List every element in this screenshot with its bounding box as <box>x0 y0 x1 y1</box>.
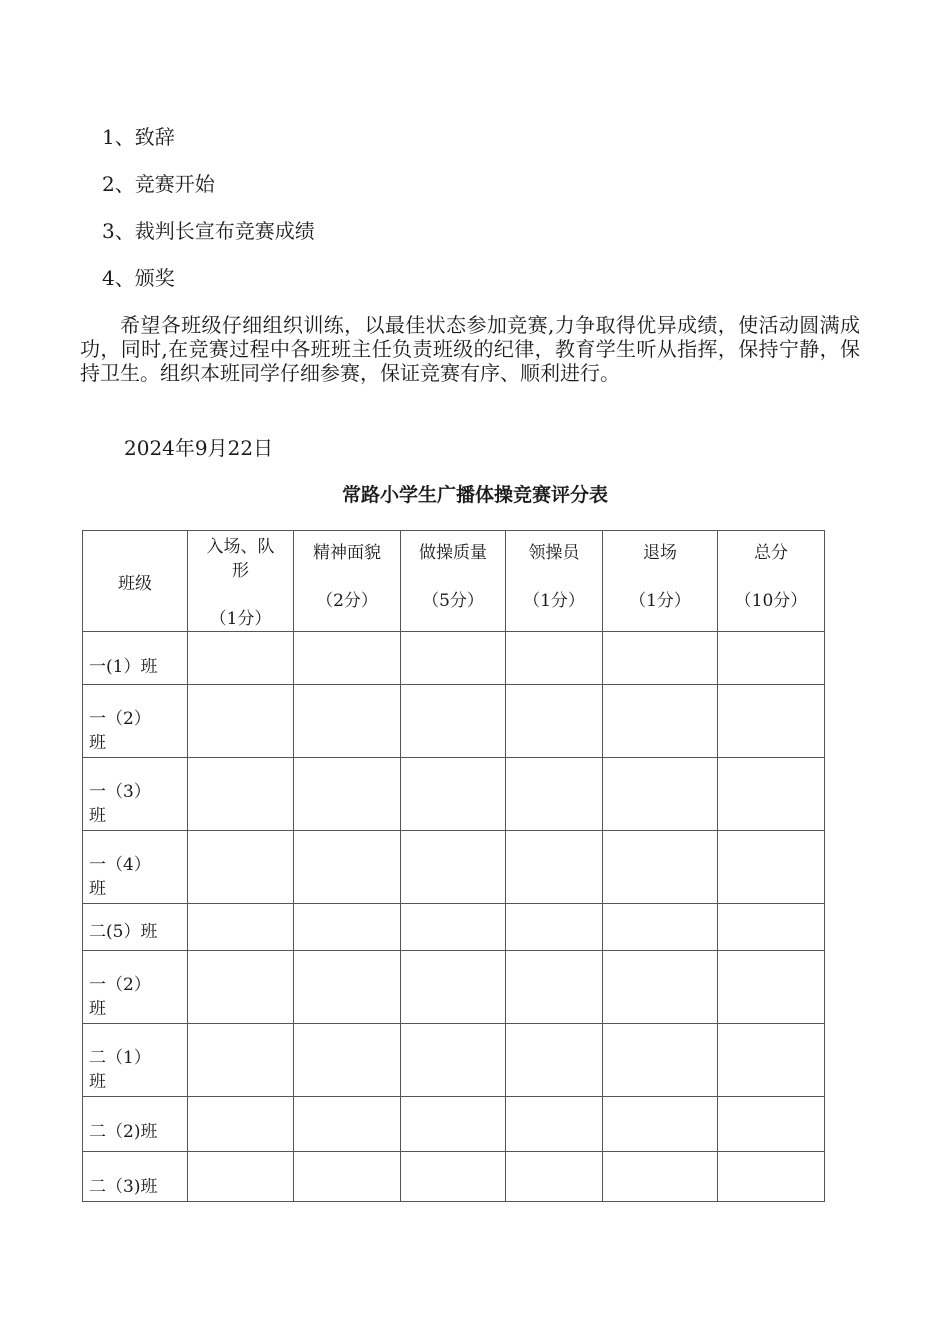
table-row <box>83 1024 825 1097</box>
header-cell-quality <box>401 531 506 632</box>
score-cell[interactable] <box>188 904 294 951</box>
score-cell[interactable] <box>506 758 603 831</box>
score-cell[interactable] <box>603 904 718 951</box>
class-name-cell: 一(1）班 <box>83 632 188 685</box>
score-cell[interactable] <box>188 1152 294 1202</box>
score-cell[interactable] <box>401 758 506 831</box>
score-cell[interactable] <box>401 632 506 685</box>
table-title: 常路小学生广播体操竞赛评分表 <box>341 484 608 506</box>
score-cell[interactable] <box>603 632 718 685</box>
score-cell[interactable] <box>294 685 401 758</box>
score-cell[interactable] <box>401 1097 506 1152</box>
score-cell[interactable] <box>603 1024 718 1097</box>
class-name-cell: 二（3)班 <box>83 1152 188 1202</box>
score-cell[interactable] <box>718 632 825 685</box>
class-name-cell: 二（2)班 <box>83 1097 188 1152</box>
header-points: （5分） <box>422 591 484 611</box>
score-cell[interactable] <box>718 1097 825 1152</box>
score-cell[interactable] <box>401 685 506 758</box>
header-cell-leader <box>506 531 603 632</box>
score-cell[interactable] <box>506 904 603 951</box>
score-cell[interactable] <box>603 1152 718 1202</box>
header-cell-spirit <box>294 531 401 632</box>
header-cell-class <box>83 531 188 632</box>
header-cell-total <box>718 531 825 632</box>
score-cell[interactable] <box>718 904 825 951</box>
table-row <box>83 1097 825 1152</box>
table-header-row <box>83 531 825 632</box>
header-label: 总分 <box>754 543 788 563</box>
table-row <box>83 632 825 685</box>
class-name-cell: 二(5）班 <box>83 904 188 951</box>
score-cell[interactable] <box>401 1152 506 1202</box>
score-cell[interactable] <box>603 758 718 831</box>
agenda-item-1: 1、致辞 <box>102 125 175 149</box>
class-name-cell: 二（1）班 <box>83 1024 188 1097</box>
table-row <box>83 951 825 1024</box>
score-cell[interactable] <box>718 1024 825 1097</box>
score-cell[interactable] <box>294 758 401 831</box>
score-cell[interactable] <box>718 1152 825 1202</box>
score-cell[interactable] <box>718 685 825 758</box>
table-row <box>83 904 825 951</box>
table-row <box>83 758 825 831</box>
date-line: 2024年9月22日 <box>124 436 274 460</box>
header-points: （1分） <box>629 591 691 611</box>
agenda-item-2: 2、竞赛开始 <box>102 172 215 196</box>
header-label: 退场 <box>643 543 677 563</box>
header-cell-entry <box>188 531 294 632</box>
score-cell[interactable] <box>506 1152 603 1202</box>
score-cell[interactable] <box>294 904 401 951</box>
header-label: 精神面貌 <box>313 543 381 563</box>
agenda-item-3: 3、裁判长宣布竞赛成绩 <box>102 219 315 243</box>
score-cell[interactable] <box>603 1097 718 1152</box>
table-row <box>83 1152 825 1202</box>
notice-paragraph: 希望各班级仔细组织训练，以最佳状态参加竞赛,力争取得优异成绩，使活动圆满成功，同时,在竞赛过程中各班班主任负责班级的纪律，教育学生听从指挥，保持宁静，保持卫生。组织本班同学仔细参赛，保证竞赛有序、顺利进行。 <box>80 313 860 385</box>
score-cell[interactable] <box>718 758 825 831</box>
header-label: 领操员 <box>528 543 580 563</box>
score-cell[interactable] <box>506 1097 603 1152</box>
score-cell[interactable] <box>401 951 506 1024</box>
class-name-cell: 一（2）班 <box>83 685 188 758</box>
score-cell[interactable] <box>718 831 825 904</box>
score-cell[interactable] <box>506 951 603 1024</box>
class-name-cell: 一（3）班 <box>83 758 188 831</box>
score-cell[interactable] <box>506 1024 603 1097</box>
score-table <box>82 530 825 1202</box>
header-points: （10分） <box>734 591 808 611</box>
header-points: （1分） <box>209 609 272 629</box>
score-cell[interactable] <box>506 685 603 758</box>
score-cell[interactable] <box>188 1024 294 1097</box>
header-label: 做操质量 <box>419 543 487 563</box>
header-cell-exit <box>603 531 718 632</box>
score-cell[interactable] <box>506 632 603 685</box>
score-cell[interactable] <box>188 1097 294 1152</box>
class-name-cell: 一（4）班 <box>83 831 188 904</box>
score-cell[interactable] <box>401 904 506 951</box>
header-points: （1分） <box>523 591 585 611</box>
score-cell[interactable] <box>603 951 718 1024</box>
table-row <box>83 831 825 904</box>
score-cell[interactable] <box>294 1024 401 1097</box>
header-label: 班级 <box>118 573 152 594</box>
score-cell[interactable] <box>294 831 401 904</box>
score-cell[interactable] <box>188 831 294 904</box>
header-points: （2分） <box>316 591 378 611</box>
score-cell[interactable] <box>294 632 401 685</box>
score-cell[interactable] <box>294 1152 401 1202</box>
score-cell[interactable] <box>188 951 294 1024</box>
score-cell[interactable] <box>188 758 294 831</box>
score-cell[interactable] <box>603 831 718 904</box>
class-name-cell: 一（2）班 <box>83 951 188 1024</box>
agenda-item-4: 4、颁奖 <box>102 266 175 290</box>
score-cell[interactable] <box>188 685 294 758</box>
score-cell[interactable] <box>401 1024 506 1097</box>
score-cell[interactable] <box>188 632 294 685</box>
score-cell[interactable] <box>294 951 401 1024</box>
score-cell[interactable] <box>294 1097 401 1152</box>
score-cell[interactable] <box>401 831 506 904</box>
header-label: 入场、队形 <box>206 537 275 581</box>
score-cell[interactable] <box>718 951 825 1024</box>
table-row <box>83 685 825 758</box>
score-cell[interactable] <box>506 831 603 904</box>
score-cell[interactable] <box>603 685 718 758</box>
